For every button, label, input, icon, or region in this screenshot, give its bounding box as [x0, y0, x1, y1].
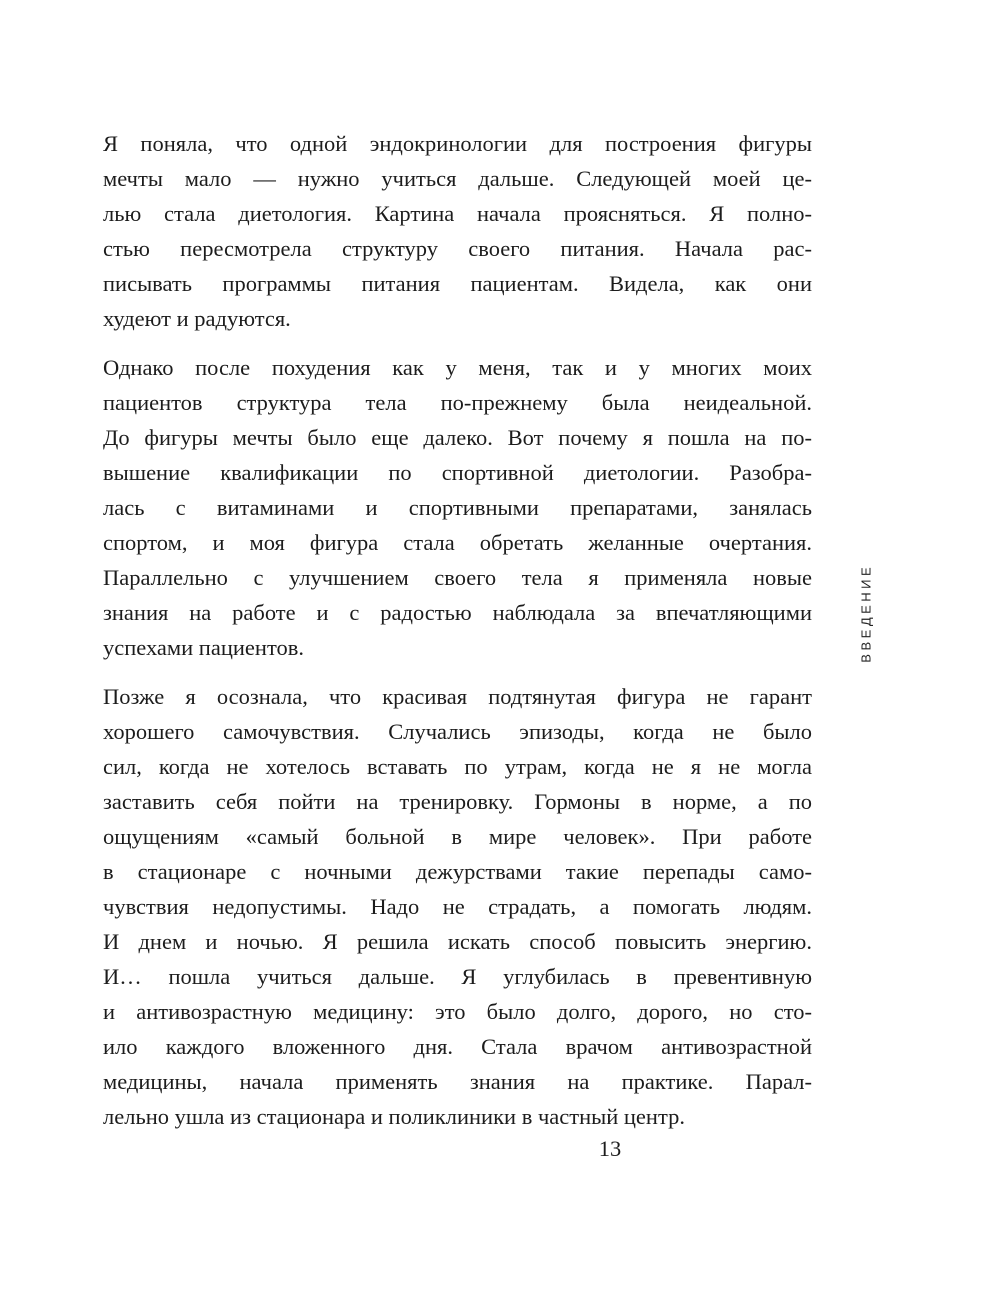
text-line: Я поняла, что одной эндокринологии для построения фигуры [103, 131, 812, 156]
text-line: мечты мало — нужно учиться дальше. Следующей моей це- [103, 166, 812, 191]
text-line: и антивозрастную медицину: это было долго, дорого, но сто- [103, 999, 812, 1024]
text-line: Параллельно с улучшением своего тела я применяла новые [103, 565, 812, 590]
text-line: И… пошла учиться дальше. Я углубилась в превентивную [103, 964, 812, 989]
text-line: Однако после похудения как у меня, так и у многих моих [103, 355, 812, 380]
paragraph [103, 350, 812, 665]
text-line: хорошего самочувствия. Случались эпизоды, когда не было [103, 719, 812, 744]
body-text [103, 126, 812, 1134]
text-line: лельно ушла из стационара и поликлиники в частный центр. [103, 1104, 685, 1129]
text-line: И днем и ночью. Я решила искать способ повысить энергию. [103, 929, 812, 954]
text-line: успехами пациентов. [103, 635, 304, 660]
text-line: сил, когда не хотелось вставать по утрам, когда не я не могла [103, 754, 812, 779]
text-line: медицины, начала применять знания на практике. Парал- [103, 1069, 812, 1094]
text-line: знания на работе и с радостью наблюдала за впечатляющими [103, 600, 812, 625]
text-line: стью пересмотрела структуру своего питания. Начала рас- [103, 236, 812, 261]
paragraph [103, 679, 812, 1134]
text-line: худеют и радуются. [103, 306, 291, 331]
text-line: лась с витаминами и спортивными препаратами, занялась [103, 495, 812, 520]
text-line: заставить себя пойти на тренировку. Гормоны в норме, а по [103, 789, 812, 814]
text-line: спортом, и моя фигура стала обретать желанные очертания. [103, 530, 812, 555]
text-line: чувствия недопустимы. Надо не страдать, а помогать людям. [103, 894, 812, 919]
paragraph [103, 126, 812, 336]
text-line: Позже я осознала, что красивая подтянутая фигура не гарант [103, 684, 812, 709]
text-line: лью стала диетология. Картина начала проясняться. Я полно- [103, 201, 812, 226]
text-line: писывать программы питания пациентам. Видела, как они [103, 271, 812, 296]
text-line: вышение квалификации по спортивной диетологии. Разобра- [103, 460, 812, 485]
text-line: До фигуры мечты было еще далеко. Вот почему я пошла на по- [103, 425, 812, 450]
text-line: пациентов структура тела по-прежнему была неидеальной. [103, 390, 812, 415]
running-header-vertical: ВВЕДЕНИЕ [858, 563, 874, 663]
text-line: в стационаре с ночными дежурствами такие перепады само- [103, 859, 812, 884]
text-line: ило каждого вложенного дня. Стала врачом антивозрастной [103, 1034, 812, 1059]
text-line: ощущениям «самый больной в мире человек». При работе [103, 824, 812, 849]
page-number: 13 [598, 1136, 622, 1161]
